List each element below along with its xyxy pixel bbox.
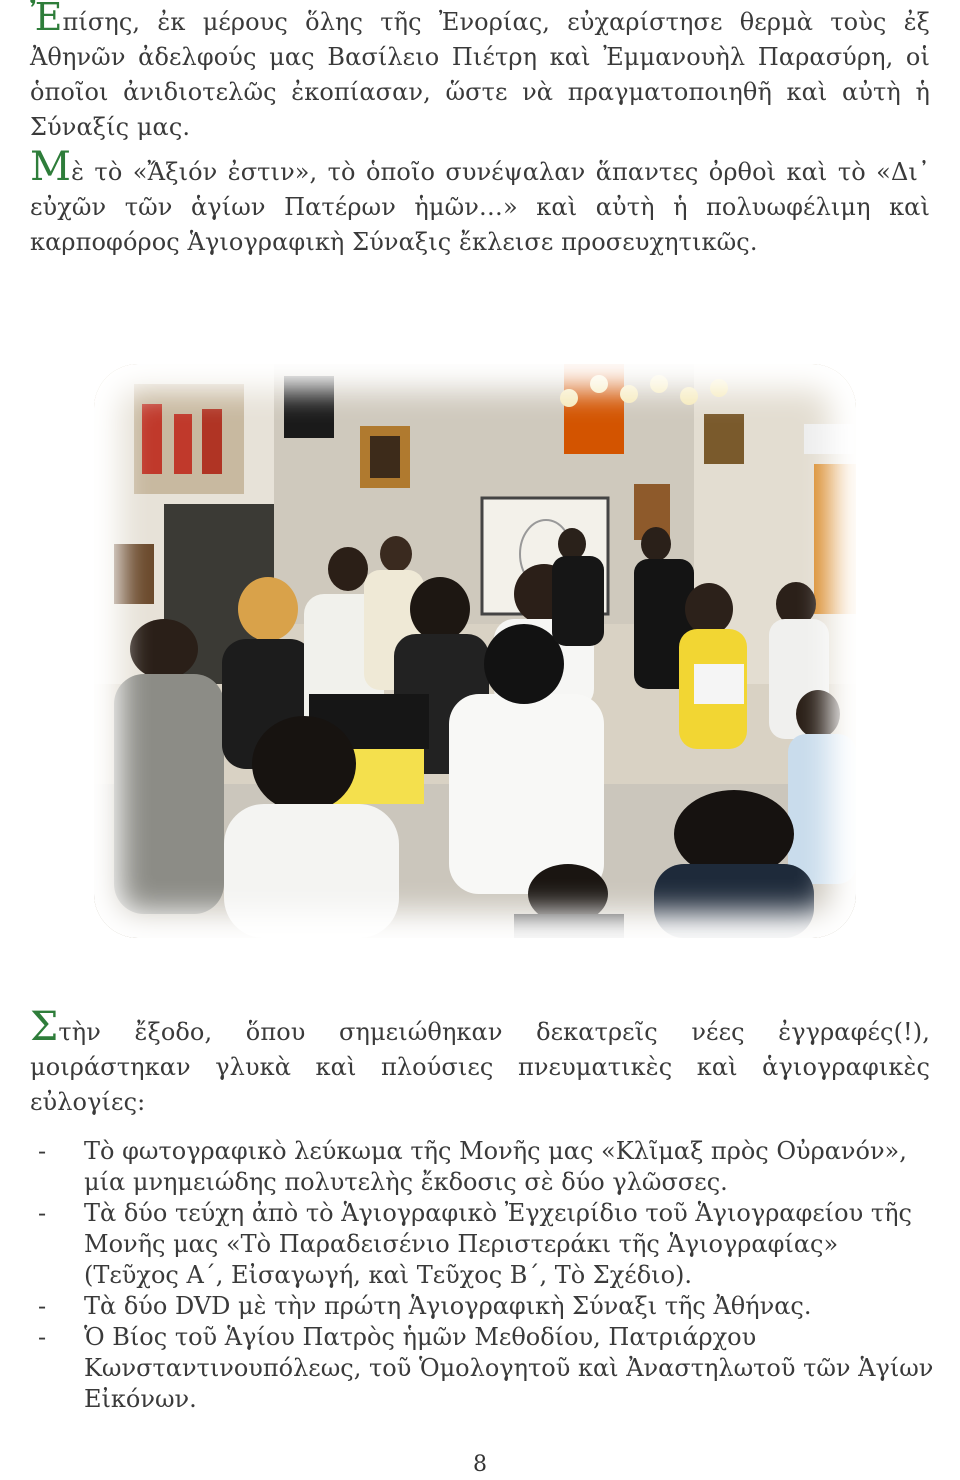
list-item-text: Τὸ φωτογραφικὸ λεύκωμα τῆς Μονῆς μας «Κλῖμαξ πρὸς Οὐρανόν», μία μνημειώδης πολυτελὴς ἔκδοσις σὲ δύο γλῶσσες. bbox=[84, 1137, 907, 1196]
list-dash: - bbox=[38, 1199, 47, 1227]
paragraph-gifts bbox=[30, 1004, 930, 1120]
page-number: 8 bbox=[473, 1452, 487, 1477]
list-dash: - bbox=[38, 1292, 47, 1320]
paragraph-text: πίσης, ἐκ μέρους ὅλης τῆς Ἐνορίας, εὐχαρίστησε θερμὰ τοὺς ἐξ Ἀθηνῶν ἀδελφούς μας Βασίλειο Πιέτρη καὶ Ἐμμανουὴλ Παρασύρη, οἱ ὁποῖοι ἀνιδιοτελῶς ἐκοπίασαν, ὥστε νὰ πραγματοποιηθῆ καὶ αὐτὴ ἡ Σύναξίς μας. bbox=[30, 8, 930, 141]
event-photo-illustration bbox=[94, 364, 856, 938]
paragraph-thanks bbox=[30, 2, 930, 145]
list-item bbox=[38, 1136, 938, 1198]
drop-cap: Μ bbox=[30, 144, 72, 190]
list-dash: - bbox=[38, 1323, 47, 1351]
event-photo bbox=[94, 364, 856, 938]
drop-cap: Ἐ bbox=[30, 0, 63, 39]
paragraph-text: τὴν ἔξοδο, ὅπου σημειώθηκαν δεκατρεῖς νέες ἐγγραφές(!), μοιράστηκαν γλυκὰ καὶ πλούσιες πνευματικὲς καὶ ἁγιογραφικὲς εὐλογίες: bbox=[30, 1018, 930, 1116]
list-item bbox=[38, 1198, 938, 1291]
list-item bbox=[38, 1291, 938, 1322]
paragraph-text: ὲ τὸ «Ἄξιόν ἐστιν», τὸ ὁποῖο συνέψαλαν ἅπαντες ὀρθοὶ καὶ τὸ «Δι᾽ εὐχῶν τῶν ἁγίων Πατέρων ἡμῶν…» καὶ αὐτὴ ἡ πολυωφέλιμη καὶ καρποφόρος Ἁγιογραφικὴ Σύναξις ἔκλεισε προσευχητικῶς. bbox=[30, 158, 930, 256]
list-item-text: Τὰ δύο τεύχη ἀπὸ τὸ Ἁγιογραφικὸ Ἐγχειρίδιο τοῦ Ἁγιογραφείου τῆς Μονῆς μας «Τὸ Παραδεισένιο Περιστεράκι τῆς Ἁγιογραφίας» (Τεῦχος Α΄, Εἰσαγωγή, καὶ Τεῦχος Β΄, Τὸ Σχέδιο). bbox=[84, 1199, 912, 1289]
list-item bbox=[38, 1322, 938, 1415]
gifts-list bbox=[38, 1136, 938, 1415]
list-item-text: Ὁ Βίος τοῦ Ἁγίου Πατρὸς ἡμῶν Μεθοδίου, Πατριάρχου Κωνσταντινουπόλεως, τοῦ Ὁμολογητοῦ καὶ Ἀναστηλωτοῦ τῶν Ἁγίων Εἰκόνων. bbox=[84, 1323, 934, 1413]
drop-cap: Σ bbox=[30, 1004, 59, 1050]
list-dash: - bbox=[38, 1137, 47, 1165]
list-item-text: Τὰ δύο DVD μὲ τὴν πρώτη Ἁγιογραφικὴ Σύναξι τῆς Ἀθήνας. bbox=[84, 1292, 812, 1320]
paragraph-closing bbox=[30, 144, 930, 260]
